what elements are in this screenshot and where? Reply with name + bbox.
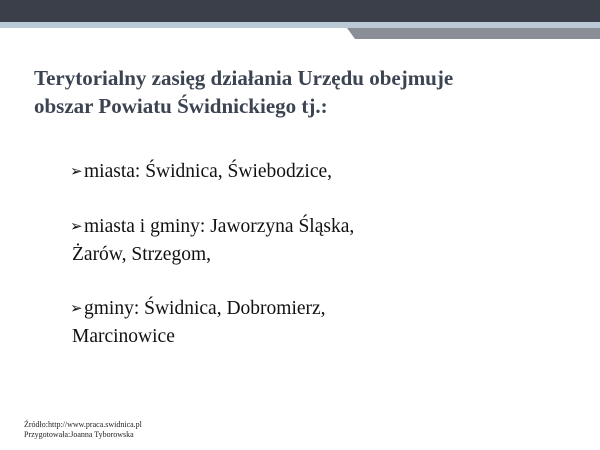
bullet-item-communes [70, 295, 570, 350]
slide-title [34, 64, 574, 120]
arrowhead-bullet-icon: ➢ [70, 301, 83, 317]
bullet-list [70, 158, 570, 377]
arrowhead-bullet-icon: ➢ [70, 219, 83, 235]
source-line: Źródło:http://www.praca.swidnica.pl [24, 420, 142, 429]
source-note [24, 420, 142, 440]
bullet-item-city-communes [70, 213, 570, 268]
bullet-text: miasta: Świdnica, Świebodzice, [84, 161, 333, 182]
author-line: Przygotowała:Joanna Tyborowska [24, 430, 134, 439]
top-band [0, 0, 600, 22]
slide-title-line-2: obszar Powiatu Świdnickiego tj.: [34, 94, 328, 118]
accent-stripe-dark [355, 28, 600, 39]
bullet-text-continued: Marcinowice [72, 326, 175, 347]
slide-title-line-1: Terytorialny zasięg działania Urzędu obejmuje [34, 66, 454, 90]
bullet-text-continued: Żarów, Strzegom, [72, 244, 211, 265]
bullet-text: miasta i gminy: Jaworzyna Śląska, [84, 216, 355, 237]
bullet-item-cities [70, 158, 570, 186]
arrowhead-bullet-icon: ➢ [70, 164, 83, 180]
bullet-text: gminy: Świdnica, Dobromierz, [84, 298, 326, 319]
